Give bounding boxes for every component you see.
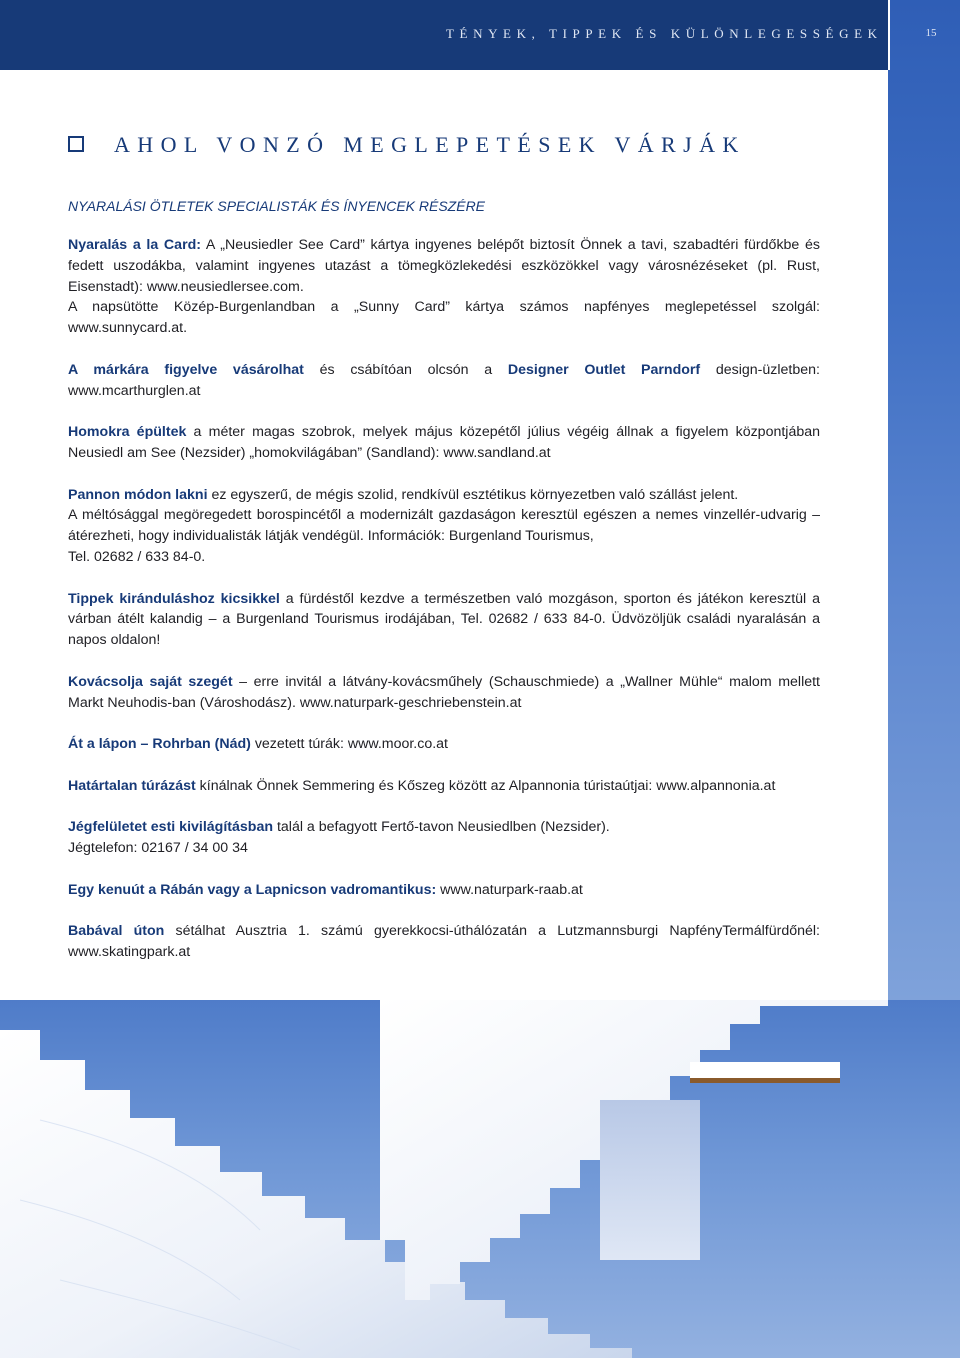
paragraph-lead: Homokra épültek bbox=[68, 424, 187, 441]
whitewashed-wall-photo bbox=[0, 1000, 960, 1358]
header-divider bbox=[888, 0, 890, 70]
paragraph-moor bbox=[68, 734, 820, 755]
paragraph-text: – erre invitál a látvány-kovácsműhely (Schauschmiede) a „Wallner Mühle“ malom mellett Markt Neuhodis-ban (Városhodász). www.naturpark-geschriebenstein.at bbox=[68, 673, 820, 711]
paragraph-text: a fürdéstől kezdve a természetben való mozgáson, sporton és játékon keresztül a várban átélt kalandig – a Burgenland Tourismus irodájában, Tel. 02682 / 633 84-0. Üdvözöljük családi nyaralásán a napos oldalon! bbox=[68, 590, 820, 649]
running-head: TÉNYEK, TIPPEK ÉS KÜLÖNLEGESSÉGEK bbox=[446, 26, 883, 41]
paragraph-text: Jégtelefon: 02167 / 34 00 34 bbox=[68, 840, 248, 857]
paragraph-sand bbox=[68, 422, 820, 464]
paragraph-lead: Tippek kiránduláshoz kicsikkel bbox=[68, 590, 280, 607]
wall-illustration bbox=[0, 1000, 960, 1358]
paragraph-baby bbox=[68, 921, 820, 963]
sky-column bbox=[888, 0, 960, 1000]
paragraph-kids bbox=[68, 589, 820, 651]
paragraph-text: A napsütötte Közép-Burgenlandban a „Sunny Card” kártya számos napfényes meglepetéssel szolgál: www.sunnycard.at. bbox=[68, 299, 820, 337]
paragraph-lodging bbox=[68, 485, 820, 568]
paragraph-card bbox=[68, 235, 820, 339]
paragraph-hiking bbox=[68, 776, 820, 797]
paragraph-text: sétálhat Ausztria 1. számú gyerekkocsi-úthálózatán a Lutzmannsburgi NapfényTermálfürdőnél: www.skatingpark.at bbox=[68, 923, 820, 961]
paragraph-ice bbox=[68, 817, 820, 859]
paragraph-lead: Pannon módon lakni bbox=[68, 486, 208, 503]
section-checkbox-icon bbox=[68, 136, 84, 152]
paragraph-lead: Határtalan túrázást bbox=[68, 777, 196, 794]
paragraph-text: ez egyszerű, de mégis szolid, rendkívül esztétikus környezetben való szállást jelent. bbox=[207, 486, 739, 503]
paragraph-lead: Designer Outlet Parndorf bbox=[507, 361, 701, 378]
paragraph-forge bbox=[68, 672, 820, 714]
paragraph-text: Tel. 02682 / 633 84-0. bbox=[68, 548, 206, 565]
paragraph-text: A „Neusiedler See Card” kártya ingyenes belépőt biztosít Önnek a tavi, szabadtéri fürdőkbe és fedett uszodákba, valamint ingyenes utazást a tömegközlekedési eszközökkel vagy városnézéseket (pl. Rust, Eisenstadt): www.neusiedlersee.com. bbox=[68, 237, 820, 295]
paragraph-canoe bbox=[68, 880, 820, 901]
paragraph-text: vezetett túrák: www.moor.co.at bbox=[250, 736, 449, 753]
article-body bbox=[68, 235, 820, 963]
paragraph-text: design-üzletben: www.mcarthurglen.at bbox=[68, 361, 820, 399]
paragraph-lead: Kovácsolja saját szegét bbox=[68, 673, 233, 690]
section-subheading: NYARALÁSI ÖTLETEK SPECIALISTÁK ÉS ÍNYENCEK RÉSZÉRE bbox=[68, 198, 486, 214]
paragraph-lead: Egy kenuút a Rábán vagy a Lapnicson vadromantikus: bbox=[68, 881, 437, 898]
paragraph-lead: Babával úton bbox=[68, 923, 165, 940]
paragraph-text: a méter magas szobrok, melyek május közepétől július végéig állnak a figyelem központjában Neusiedl am See (Nezsider) „homokvilágában” (Sandland): www.sandland.at bbox=[68, 424, 820, 461]
paragraph-lead: A márkára figyelve vásárolhat bbox=[68, 361, 304, 378]
roof-beam bbox=[690, 1062, 840, 1078]
paragraph-lead: Nyaralás a la Card: bbox=[68, 237, 201, 253]
paragraph-text: talál a befagyott Fertő-tavon Neusiedlben (Nezsider). bbox=[273, 819, 610, 836]
header-bar bbox=[0, 0, 888, 70]
paragraph-text: www.naturpark-raab.at bbox=[436, 881, 583, 898]
paragraph-lead: Jégfelületet esti kivilágításban bbox=[68, 819, 274, 836]
paragraph-text: A méltósággal megöregedett borospincétől a modernizált gazdaságon keresztül egészen a nemes vinzellér-udvarig – átérezheti, hogy individualisták látják vendégül. Információk: Burgenland Tourismus, bbox=[68, 507, 820, 545]
paragraph-lead: Át a lápon – Rohrban (Nád) bbox=[68, 736, 251, 753]
section-heading: AHOL VONZÓ MEGLEPETÉSEK VÁRJÁK bbox=[114, 132, 746, 157]
paragraph-outlet bbox=[68, 360, 820, 402]
paragraph-text: és csábítóan olcsón a bbox=[303, 361, 508, 378]
paragraph-text: kínálnak Önnek Semmering és Kőszeg között az Alpannonia túristaútjai: www.alpannonia.at bbox=[195, 777, 776, 794]
page-number: 15 bbox=[925, 27, 937, 39]
